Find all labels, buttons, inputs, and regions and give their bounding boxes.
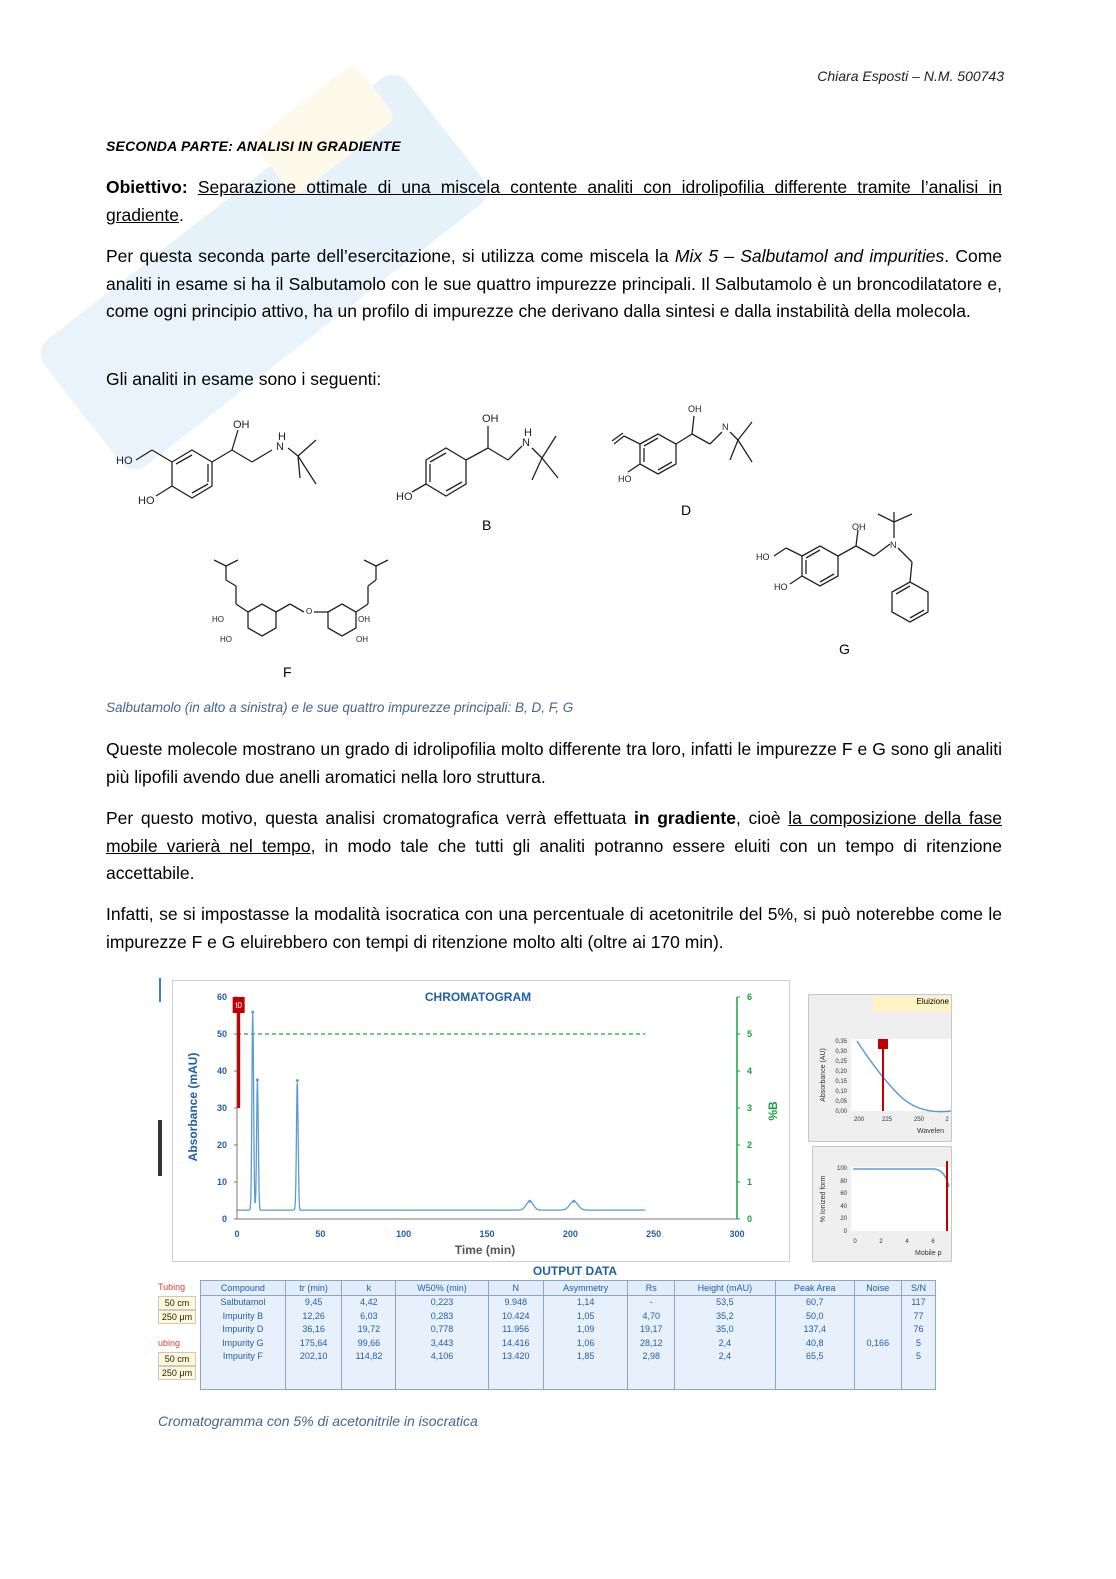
isocratic-paragraph: Infatti, se si impostasse la modalità isocratica con una percentuale di acetonitrile del 5%, si può noterebbe come le impurezze F e G eluirebbero con tempi di ritenzione molto alti (oltre ai 170 min). [106, 904, 1002, 952]
y-tick-label: 50 [216, 1029, 227, 1039]
uv-x-label: Wavelen [917, 1128, 944, 1135]
svg-text:N: N [722, 422, 729, 432]
y-tick-label: 20 [216, 1140, 227, 1150]
col-noise: Noise [854, 1281, 901, 1296]
ion-ytick: 40 [840, 1204, 847, 1210]
x-tick-label: 250 [646, 1229, 662, 1239]
peak-impurity-g [528, 1200, 531, 1203]
chromatogram-caption: Cromatogramma con 5% di acetonitrile in isocratica [158, 1413, 478, 1429]
y2-tick-label: 1 [747, 1177, 753, 1187]
chromatogram-panel [172, 980, 790, 1262]
table-row: Impurity D 36,16 19,72 0,778 11.956 1,09 19,17 35,0 137,4 76 [201, 1323, 936, 1337]
chart-y2-axis-label: %B [766, 1101, 780, 1121]
ion-xtick: 2 [879, 1239, 883, 1245]
tubing-label: Tubing [158, 1282, 186, 1292]
impurity-f-structure [208, 556, 408, 656]
tubing-label-2: ubing [158, 1338, 181, 1348]
table-row: Salbutamol 9,45 4,42 0,223 9.948 1,14 - 53,5 60,7 117 [201, 1295, 936, 1309]
col-rs: Rs [628, 1281, 675, 1296]
intro-paragraph: Per questa seconda parte dell’esercitazione, si utilizza come miscela la Mix 5 – Salbutamol and impurities. Come analiti in esame si ha il Salbutamolo con le sue quattro impurezze principali. Il Salbutamolo è un broncodilatatore e, come ogni principio attivo, ha un profilo di impurezze che derivano dalla sintesi e dalla instabilità della molecola. [106, 246, 1003, 321]
uv-ytick: 0,15 [835, 1079, 847, 1085]
x-tick-label: 0 [234, 1229, 240, 1239]
col-sn: S/N [902, 1281, 936, 1296]
objective-paragraph: Obiettivo: Separazione ottimale di una miscela contente analiti con idrolipofilia differente tramite l’analisi in gradiente. [106, 177, 1002, 225]
y2-tick-label: 6 [747, 992, 753, 1002]
svg-text:OH: OH [688, 404, 702, 414]
label-b: B [482, 517, 492, 533]
chromatogram-chart [173, 981, 789, 1261]
lipophilicity-paragraph: Queste molecole mostrano un grado di idrolipofilia molto differente tra loro, infatti le impurezze F e G sono gli analiti più lipofili avendo due anelli aromatici nella loro struttura. [106, 739, 1002, 787]
output-data-title: OUTPUT DATA [532, 1264, 618, 1278]
y2-tick-label: 3 [747, 1103, 753, 1113]
t0-label: t0 [235, 1001, 243, 1010]
uv-xtick: 200 [853, 1117, 865, 1123]
tubing-diameter-2: 250 μm [158, 1366, 196, 1380]
svg-text:H: H [278, 431, 286, 443]
y-tick-label: 60 [216, 992, 227, 1002]
edge-marker [159, 978, 161, 1002]
ion-x-label: Mobile p [915, 1250, 942, 1257]
peak-impurity-b [256, 1078, 259, 1081]
peak-impurity-d [296, 1079, 299, 1082]
edge-marker-dark [158, 1120, 162, 1176]
gradient-paragraph: Per questo motivo, questa analisi cromatografica verrà effettuata in gradiente, cioè la composizione della fase mobile varierà nel tempo, in modo tale che tutti gli analiti potranno essere eluiti con un tempo di ritenzione accettabile. [106, 808, 1002, 883]
y2-tick-label: 2 [747, 1140, 753, 1150]
svg-text:OH: OH [233, 419, 250, 431]
ion-xtick: 6 [931, 1239, 935, 1245]
ion-ytick: 60 [840, 1191, 847, 1197]
section-title: SECONDA PARTE: ANALISI IN GRADIENTE [106, 138, 401, 154]
label-d: D [681, 502, 692, 518]
objective-label: Obiettivo: [106, 177, 188, 197]
x-tick-label: 150 [479, 1229, 495, 1239]
uv-xtick: 2 [945, 1117, 949, 1123]
ionization-chart [813, 1147, 951, 1261]
y-tick-label: 30 [216, 1103, 227, 1113]
svg-text:HO: HO [756, 552, 770, 562]
ion-xtick: 0 [853, 1239, 857, 1245]
tubing-diameter: 250 μm [158, 1310, 196, 1324]
ion-ytick: 0 [843, 1229, 847, 1235]
y-tick-label: 40 [216, 1066, 227, 1076]
ion-xtick: 4 [905, 1239, 909, 1245]
table-row: Impurity F 202,10 114,82 4,106 13.420 1,85 2,98 2,4 65,5 5 [201, 1350, 936, 1364]
uv-ytick: 0,05 [835, 1099, 847, 1105]
y2-tick-label: 5 [747, 1029, 753, 1039]
svg-text:N: N [890, 540, 897, 550]
analytes-intro: Gli analiti in esame sono i seguenti: [106, 369, 382, 389]
uv-ytick: 0,00 [835, 1109, 847, 1115]
table-filler-row [201, 1363, 936, 1390]
col-w50: W50% (min) [396, 1281, 488, 1296]
mix-name: Mix 5 – Salbutamol and impurities [674, 246, 945, 266]
svg-text:OH: OH [356, 635, 368, 644]
svg-text:O: O [306, 607, 313, 616]
svg-text:HO: HO [396, 491, 413, 503]
uv-ytick: 0,35 [835, 1039, 847, 1045]
y-tick-label: 10 [216, 1177, 227, 1187]
svg-text:HO: HO [212, 615, 224, 624]
tubing-length-2: 50 cm [158, 1352, 196, 1366]
svg-text:HO: HO [116, 455, 133, 467]
chart-x-axis-label: Time (min) [454, 1243, 516, 1257]
output-data-table [200, 1280, 936, 1390]
objective-text: Separazione ottimale di una miscela contente analiti con idrolipofilia differente tramite l’analisi in gradiente [106, 177, 1002, 225]
label-f: F [283, 664, 292, 680]
x-tick-label: 200 [562, 1229, 578, 1239]
svg-text:N: N [276, 441, 284, 453]
structures-caption: Salbutamolo (in alto a sinistra) e le sue quattro impurezze principali: B, D, F, G [106, 700, 574, 715]
y2-tick-label: 0 [747, 1214, 753, 1224]
signal-trace [237, 1013, 645, 1210]
col-n: N [488, 1281, 543, 1296]
uv-spectrum-chart [809, 995, 951, 1141]
uv-xtick: 250 [913, 1117, 925, 1123]
col-compound: Compound [201, 1281, 286, 1296]
svg-text:OH: OH [482, 413, 499, 425]
svg-text:N: N [522, 437, 530, 449]
svg-text:HO: HO [618, 474, 632, 484]
uv-ytick: 0,30 [835, 1049, 847, 1055]
y2-tick-label: 4 [747, 1066, 753, 1076]
chart-y-axis-label: Absorbance (mAU) [186, 1052, 200, 1162]
impurity-b-structure [392, 404, 572, 509]
col-asymmetry: Asymmetry [543, 1281, 628, 1296]
ion-ytick: 20 [840, 1216, 847, 1222]
chart-title: CHROMATOGRAM [424, 990, 532, 1004]
uv-marker-flag [878, 1039, 888, 1049]
peak-salbutamol [251, 1011, 254, 1014]
col-height: Height (mAU) [675, 1281, 776, 1296]
salbutamol-structure [112, 412, 332, 512]
col-k: k [342, 1281, 396, 1296]
uv-ytick: 0,10 [835, 1089, 847, 1095]
y-tick-label: 0 [221, 1214, 227, 1224]
header-author: Chiara Esposti – N.M. 500743 [817, 68, 1004, 84]
ion-ytick: 80 [840, 1179, 847, 1185]
svg-text:HO: HO [774, 582, 788, 592]
uv-y-label: Absorbance (AU) [820, 1048, 827, 1102]
ion-ytick: 100 [836, 1166, 847, 1172]
label-g: G [839, 641, 850, 657]
svg-text:OH: OH [358, 615, 370, 624]
x-tick-label: 50 [315, 1229, 326, 1239]
uv-spectrum-panel [808, 994, 952, 1142]
uv-ytick: 0,20 [835, 1069, 847, 1075]
x-tick-label: 300 [729, 1229, 745, 1239]
table-header-row [201, 1281, 936, 1296]
svg-text:HO: HO [220, 635, 232, 644]
col-tr: tr (min) [285, 1281, 342, 1296]
table-row: Impurity G 175,64 99,66 3,443 14.416 1,06 28,12 2,4 40,8 0,166 5 [201, 1336, 936, 1350]
ion-y-label: % Ionized form [820, 1175, 827, 1223]
uv-ytick: 0,25 [835, 1059, 847, 1065]
ionization-panel [812, 1146, 952, 1262]
col-peak-area: Peak Area [775, 1281, 854, 1296]
impurity-d-structure [606, 400, 766, 490]
table-row: Impurity B 12,26 6,03 0,283 10.424 1,05 4,70 35,2 50,0 77 [201, 1309, 936, 1323]
uv-xtick: 225 [881, 1117, 893, 1123]
svg-text:H: H [524, 427, 532, 439]
svg-text:OH: OH [852, 522, 866, 532]
tubing-length: 50 cm [158, 1296, 196, 1310]
impurity-g-structure [752, 512, 952, 642]
elution-title: Eluizione [873, 997, 951, 1011]
x-tick-label: 100 [396, 1229, 412, 1239]
peak-impurity-f [572, 1200, 575, 1203]
svg-text:HO: HO [138, 495, 155, 507]
